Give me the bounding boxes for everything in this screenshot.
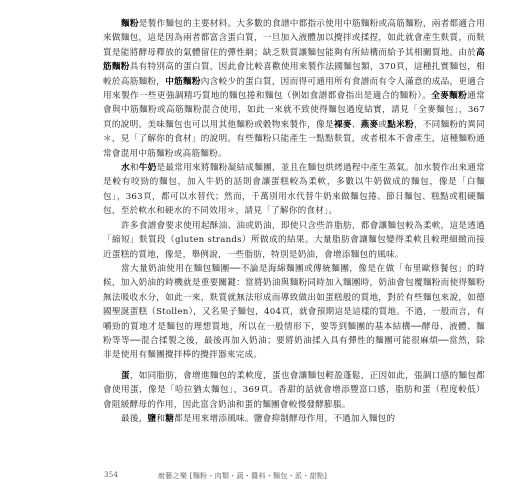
text-run: 、 [351,119,361,130]
paragraph-p1 [103,17,485,161]
text-run: 許多食譜會要求使用起酥油、油或奶油，即使只含些許脂肪，都會讓麵包較為柔軟，這是透過「縮短」麩質段（gluten strands）所做成的結果。大量脂肪會讓麵包變得柔軟且較理細緻而接近蛋糕的質地，像是，舉例說，一些脂肪，特別是奶油，會增添麵包的風味。 [103,220,485,260]
bold-term: 點米粉 [387,119,414,130]
bold-term: 中筋麵粉 [165,76,201,87]
paragraph-p3 [103,219,485,262]
bold-term: 鹽 [147,413,157,424]
running-head: 廚藝之樂 [麵粉・肉類・蔬・醬料・麵包・派・甜點] [158,472,328,480]
paragraph-p5 [103,369,485,412]
text-run: 內含較少的蛋白質，因而得可通用所有食譜而有令人滿意的成品，更適合用來製作一些更強調精巧質地的麵包捲和麵包（例如食譜都會指出是適合的麵粉）。 [103,76,485,102]
paragraph-p6 [103,412,485,426]
text-run: 最後， [121,413,148,424]
paragraph-p4 [103,262,485,363]
bold-term: 牛奶 [138,163,157,174]
text-run: 或 [378,119,388,130]
text-run: 當大量奶油使用在麵包麵團──不論是海綿麵團或傳統麵團，像是在做「布里歐修餐包」的時候，加入奶油的時機就是重要關鍵：當將奶油與麵粉同時加入麵團時，奶油會包覆麵粉而使得麵粉無法吸收水分，如此一來，麩質就無法形成而導致做出如蛋糕般的質地，對於有些麵包來說，如德國聖誕蛋糕（Stollen），又名果子麵包，404頁，就會預期這是這樣的質地。不過，一般而言，有嚼勁的質地才是麵包的理想質地，所以在一般情形下，要等到麵團的基本結構──酵母、液體、麵粉等等──混合揉製之後，最後再加入奶油；要將奶油揉入具有彈性的麵團可能很麻煩──當然，除非是使用有麵團攪拌棒的攪拌器來完成。 [103,263,485,361]
bold-term: 水 [121,163,130,174]
text-run: 和 [129,163,139,174]
body-text [103,17,485,426]
text-run: 通常會與中筋麵粉或高筋麵粉混合使用，如此一來就不致使得麵包過度結實，請見「全麥麵包」，367頁的說明。美味麵包也可以用其他麵粉或穀物來製作，像是 [103,91,485,130]
text-run: ，如同脂肪，會增進麵包的柔軟度，蛋也會讓麵包輕盈蓬鬆，正因如此，張調口感的麵包都會使用蛋，像是「哈拉猶太麵包」，369頁。香甜的話就會增添豐富口感，脂肪和蛋（程度較低）會阻緩酵母的作用，因此富含奶油和蛋的麵團會較慢發酵膨脹。 [103,370,485,410]
text-run: 和 [156,413,166,424]
page-footer [0,471,520,485]
text-run: 是最常用來將麵粉凝結成麵團，並且在麵包烘烤過程中產生蒸氣。加水製作出來通常是較有咬勁的麵包，加入牛奶的話則會讓蛋糕較為柔軟，多數以牛奶做成的麵包，像是「白麵包」，363頁，都可以水替代；然而，千萬別用水代替牛奶來做麵包捲、節日麵包、糕點或粗硬麵包，至於軟水和硬水的不同效用＊，請見「了解你的食材」。 [103,163,485,217]
paragraph-p2 [103,161,485,219]
text-run: ，不同麵粉的異同＊，見「了解你的食材」的說明。有些麵粉只能產生一點點麩質，或者根本不會產生，這種麵粉通常會混用中筋麵粉或高筋麵粉。 [103,119,485,159]
bold-term: 全麥麵粉 [431,91,468,102]
bold-term: 燕麥 [360,119,379,130]
bold-term: 裸麥 [333,119,352,130]
page-number: 354 [104,471,119,479]
bold-term: 高筋麵粉 [103,47,485,73]
text-run: 是製作麵包的主要材料。大多數的食譜中都指示使用中筋麵粉或高筋麵粉，兩者都適合用來做麵包，這是因為兩者都富含蛋白質，一旦加入液體加以攪拌或揉捏，如此就會產生麩質，而麩質是能將酵母釋放的氣體留住的彈性網；缺乏麩質讓麵包能夠有所結構而給予其相關質地。由於 [103,19,485,58]
text-run: 都是用來增添風味。鹽會抑制酵母作用，不過加入麵包的 [174,413,396,424]
bold-term: 糖 [165,413,175,424]
bold-term: 蛋 [121,370,130,381]
text-run: 具有特別高的蛋白質，因此會比較喜歡使用來製作法國麵包類，370頁，這種扎實麵包，相較於高筋麵粉， [103,62,485,87]
bold-term: 麵粉 [121,19,139,29]
